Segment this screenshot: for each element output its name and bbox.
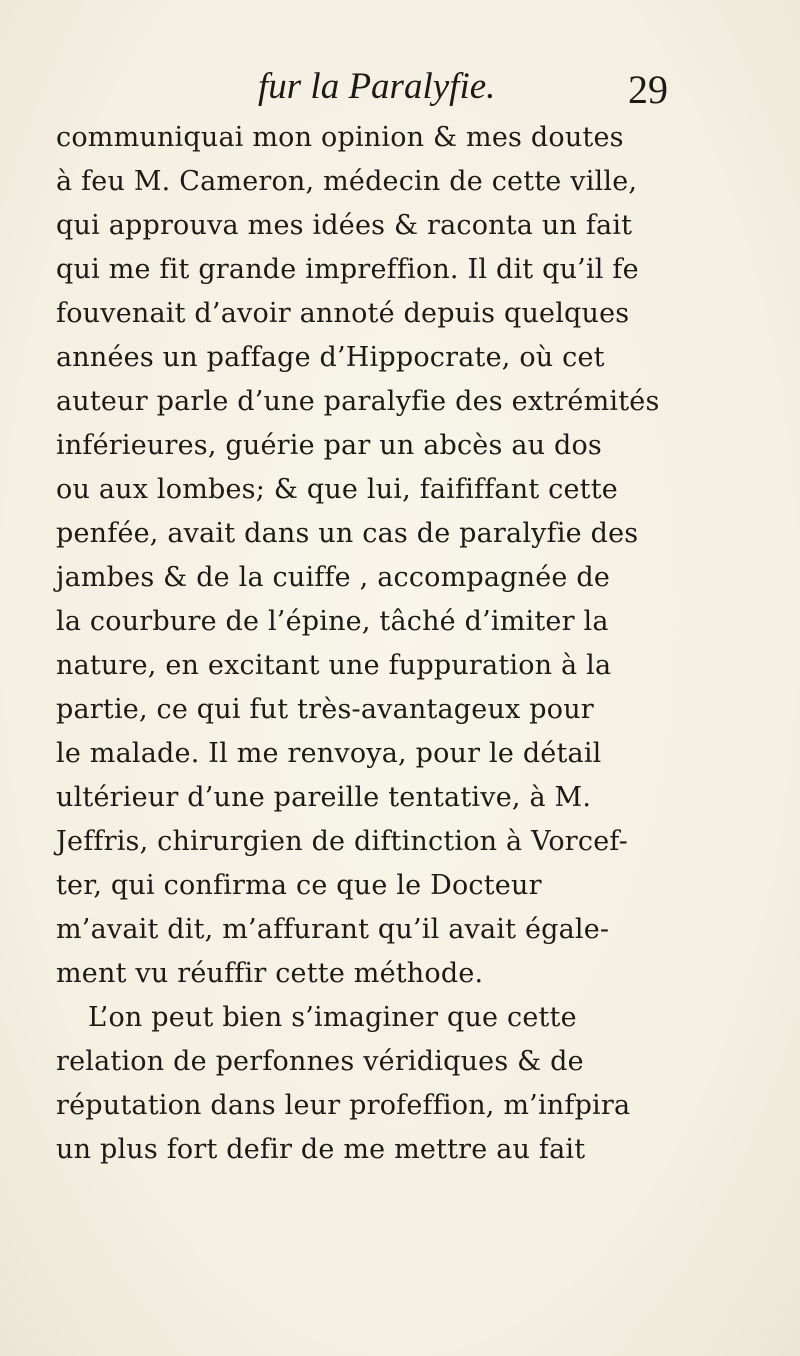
text-line: un plus fort defir de me mettre au fait <box>56 1134 586 1165</box>
page-number: 29 <box>628 67 668 112</box>
text-line: années un paffage d’Hippocrate, où cet <box>56 342 605 373</box>
text-line: jambes & de la cuiffe , accompagnée de <box>56 562 611 593</box>
text-line: ment vu réuffir cette méthode. <box>56 958 484 989</box>
text-line: nature, en excitant une fuppuration à la <box>56 650 612 681</box>
text-line: le malade. Il me renvoya, pour le détail <box>56 738 602 769</box>
text-line: relation de perfonnes véridiques & de <box>56 1046 584 1077</box>
text-line: qui approuva mes idées & raconta un fait <box>56 210 633 241</box>
text-line: ou aux lombes; & que lui, faififfant cette <box>56 474 618 505</box>
text-line: la courbure de l’épine, tâché d’imiter la <box>56 606 609 637</box>
text-line: partie, ce qui fut très-avantageux pour <box>56 694 594 725</box>
text-line: réputation dans leur profeffion, m’infpira <box>56 1090 631 1121</box>
text-line: m’avait dit, m’affurant qu’il avait égale- <box>56 914 610 945</box>
text-line: inférieures, guérie par un abcès au dos <box>56 430 602 461</box>
running-title: fur la Paralyfie. <box>258 66 496 107</box>
text-line: à feu M. Cameron, médecin de cette ville, <box>56 166 638 197</box>
running-head <box>0 62 800 112</box>
text-line: ter, qui confirma ce que le Docteur <box>56 870 542 901</box>
text-line: ultérieur d’une pareille tentative, à M. <box>56 782 592 813</box>
text-line: Jeffris, chirurgien de diftinction à Vorcef- <box>56 826 628 857</box>
paragraph-first-line: L’on peut bien s’imaginer que cette <box>88 1002 577 1033</box>
text-line: communiquai mon opinion & mes doutes <box>56 122 624 153</box>
text-line: fouvenait d’avoir annoté depuis quelques <box>56 298 630 329</box>
text-line: auteur parle d’une paralyfie des extrémités <box>56 386 660 417</box>
text-line: qui me fit grande impreffion. Il dit qu’il fe <box>56 254 639 285</box>
text-line: penfée, avait dans un cas de paralyfie des <box>56 518 639 549</box>
